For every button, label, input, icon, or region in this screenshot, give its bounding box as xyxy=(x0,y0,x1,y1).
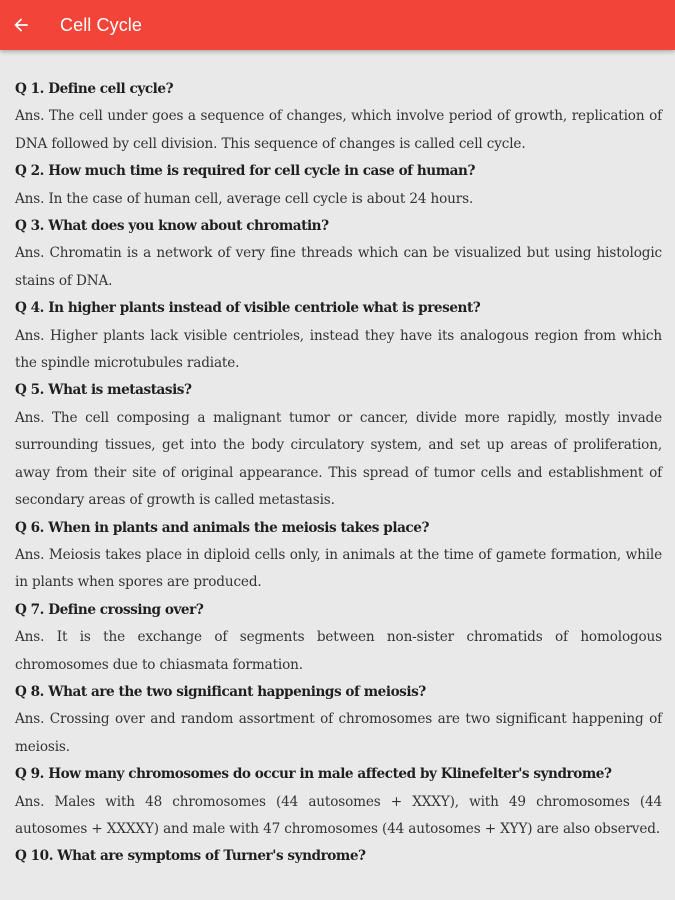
qa-item xyxy=(15,679,662,761)
qa-item xyxy=(15,213,662,295)
qa-item xyxy=(15,761,662,843)
question-text: Q 5. What is metastasis? xyxy=(15,382,192,399)
question-text: Q 8. What are the two significant happenings of meiosis? xyxy=(15,683,426,700)
qa-list xyxy=(15,76,662,871)
answer-text: Ans. It is the exchange of segments between non-sister chromatids of homologous chromosomes due to chiasmata formation. xyxy=(15,629,662,673)
qa-item xyxy=(15,377,662,514)
arrow-left-icon xyxy=(11,15,31,35)
qa-item xyxy=(15,158,662,213)
qa-item xyxy=(15,295,662,377)
question-text: Q 6. When in plants and animals the meiosis takes place? xyxy=(15,519,429,536)
answer-text: Ans. Meiosis takes place in diploid cells only, in animals at the time of gamete formation, while in plants when spores are produced. xyxy=(15,546,662,591)
answer-text: Ans. The cell composing a malignant tumor or cancer, divide more rapidly, mostly invade surrounding tissues, get into the body circulatory system, and set up areas of proliferation, away from their site of original appearance. This spread of tumor cells and establishment of secondary areas of growth is called metastasis. xyxy=(15,409,662,509)
app-bar xyxy=(0,0,675,50)
answer-text: Ans. The cell under goes a sequence of changes, which involve period of growth, replication of DNA followed by cell division. This sequence of changes is called cell cycle. xyxy=(15,108,662,152)
page-title: Cell Cycle xyxy=(60,14,143,35)
answer-text: Ans. Chromatin is a network of very fine threads which can be visualized but using histologic stains of DNA. xyxy=(15,245,662,289)
qa-item xyxy=(15,597,662,679)
question-text: Q 4. In higher plants instead of visible centriole what is present? xyxy=(15,300,481,317)
back-button[interactable] xyxy=(0,0,46,50)
question-text: Q 10. What are symptoms of Turner's syndrome? xyxy=(15,848,366,865)
question-text: Q 2. How much time is required for cell cycle in case of human? xyxy=(15,163,475,180)
answer-text: Ans. Crossing over and random assortment of chromosomes are two significant happening of meiosis. xyxy=(15,711,662,755)
question-text: Q 9. How many chromosomes do occur in male affected by Klinefelter's syndrome? xyxy=(15,766,612,783)
qa-item xyxy=(15,843,662,870)
answer-text: Ans. Males with 48 chromosomes (44 autosomes + XXXY), with 49 chromosomes (44 autosomes + XXXXY) and male with 47 chromosomes (44 autosomes + XYY) are also observed. xyxy=(15,793,662,837)
question-text: Q 3. What does you know about chromatin? xyxy=(15,218,329,235)
question-text: Q 7. Define crossing over? xyxy=(15,601,204,618)
answer-text: Ans. In the case of human cell, average cell cycle is about 24 hours. xyxy=(15,190,474,207)
qa-item xyxy=(15,515,662,597)
question-text: Q 1. Define cell cycle? xyxy=(15,81,174,97)
answer-text: Ans. Higher plants lack visible centrioles, instead they have its analogous region from which the spindle microtubules radiate. xyxy=(15,327,662,372)
qa-item xyxy=(15,76,662,158)
